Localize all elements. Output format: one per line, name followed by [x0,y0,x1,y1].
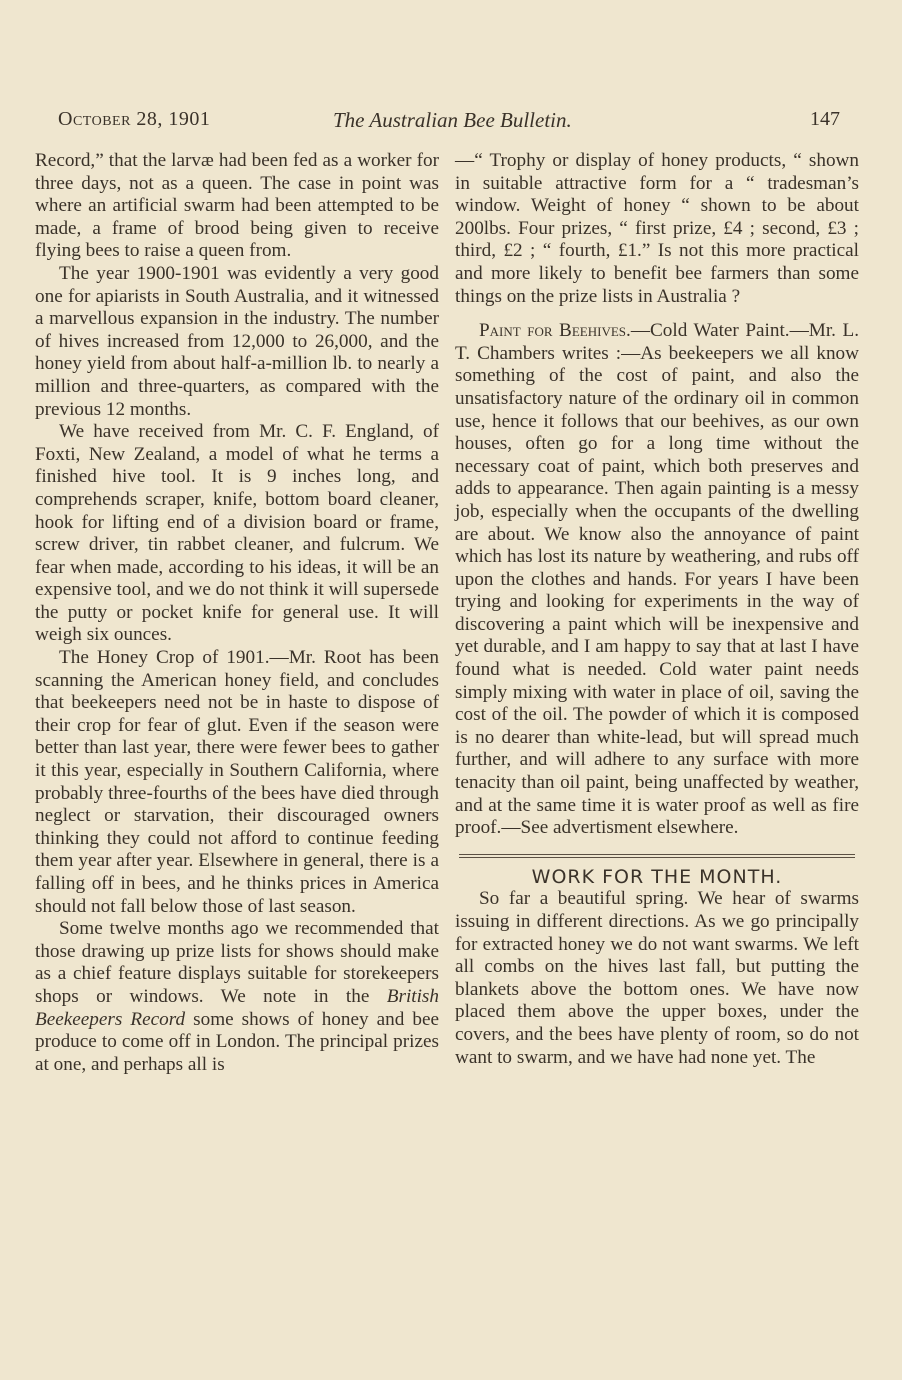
small-caps-heading: Paint for Beehives. [479,320,631,342]
page-number: 147 [810,108,840,130]
paragraph: So far a beautiful spring. We hear of swarms issuing in different directions. As we go principally for extracted honey we do not want swarms. We left all combs on the hives last fall, but putting the blankets above the bottom ones. We have now placed them above the upper boxes, under the covers, and the bees have plenty of room, so do not want to swarm, and we have had none yet. The [455,888,859,1068]
left-column [35,150,439,1076]
right-column [455,150,859,1069]
section-divider [459,854,855,858]
paragraph: We have received from Mr. C. F. England, of Foxti, New Zealand, a model of what he terms a finished hive tool. It is 9 inches long, and comprehends scraper, knife, bottom board cleaner, hook for lifting end of a division board or frame, screw driver, tin rabbet cleaner, and fulcrum. We fear when made, according to his ideas, it will be an expensive tool, and we do not think it will supersede the putty or pocket knife for general use. It will weigh six ounces. [35,421,439,646]
text-span: —Cold Water Paint.—Mr. L. T. Chambers writes :—As beekeepers we all know something of the cost of paint, and also the unsatisfactory nature of the ordinary oil in common use, hence it follows that our beehives, as our own houses, often go for a long time without the necessary coat of paint, which both preserves and adds to appearance. Then again painting is a messy job, especially when the occupants of the dwelling are about. We know also the annoyance of paint which has lost its nature by weathering, and rubs off upon the clothes and hands. For years I have been trying and looking for experiments in the way of discovering a paint which will be inexpensive and yet durable, and I am happy to say that at last I have found what is needed. Cold water paint needs simply mixing with water in place of oil, saving the cost of the oil. The powder of which it is composed is no dearer than white-lead, but will spread much further, and will adhere to any surface with more tenacity than oil paint, being unaffected by weather, and at the same time it is water proof as well as fire proof.—See advertisment elsewhere. [455,320,859,839]
paragraph: Record,” that the larvæ had been fed as a worker for three days, not as a queen. The case in point was where an artificial swarm had been attempted to be made, a frame of brood being given to receive flying bees to raise a queen from. [35,150,439,262]
paragraph [35,918,439,1076]
section-heading: WORK FOR THE MONTH. [531,865,783,888]
header-title: The Australian Bee Bulletin. [333,108,572,132]
italic-title: British Beekeepers Record [35,985,439,1030]
text-span: Some twelve months ago we recommended that those drawing up prize lists for shows should make as a chief feature displays suitable for storekeepers shops or windows. We note in the [35,918,439,1007]
paragraph: —“ Trophy or display of honey products, “ shown in suitable attractive form for a “ tradesman’s window. Weight of honey “ shown to be about 200lbs. Four prizes, “ first prize, £4 ; second, £3 ; third, £2 ; “ fourth, £1.” Is not this more practical and more likely to benefit bee farmers than some things on the prize lists in Australia ? [455,150,859,307]
paragraph-gap [455,308,859,320]
running-header [58,108,840,138]
header-date: October 28, 1901 [58,108,211,130]
paragraph: The year 1900-1901 was evidently a very good one for apiarists in South Australia, and it witnessed a marvellous expansion in the industry. The number of hives increased from 12,000 to 26,000, and the honey yield from about half-a-million lb. to nearly a million and three-quarters, as compared with the previous 12 months. [35,262,439,420]
paragraph [455,320,859,840]
paragraph: The Honey Crop of 1901.—Mr. Root has been scanning the American honey field, and concludes that beekeepers need not be in haste to dispose of their crop for fear of glut. Even if the season were better than last year, there were fewer bees to gather it this year, especially in Southern California, where probably three-fourths of the bees have died through neglect or starvation, their discouraged owners thinking they could not afford to continue feeding them year after year. Elsewhere in general, there is a falling off in bees, and he thinks prices in America should not fall below those of last season. [35,647,439,917]
text-span: some shows of honey and bee produce to come off in London. The principal prizes at one, and perhaps all is [35,1008,440,1075]
